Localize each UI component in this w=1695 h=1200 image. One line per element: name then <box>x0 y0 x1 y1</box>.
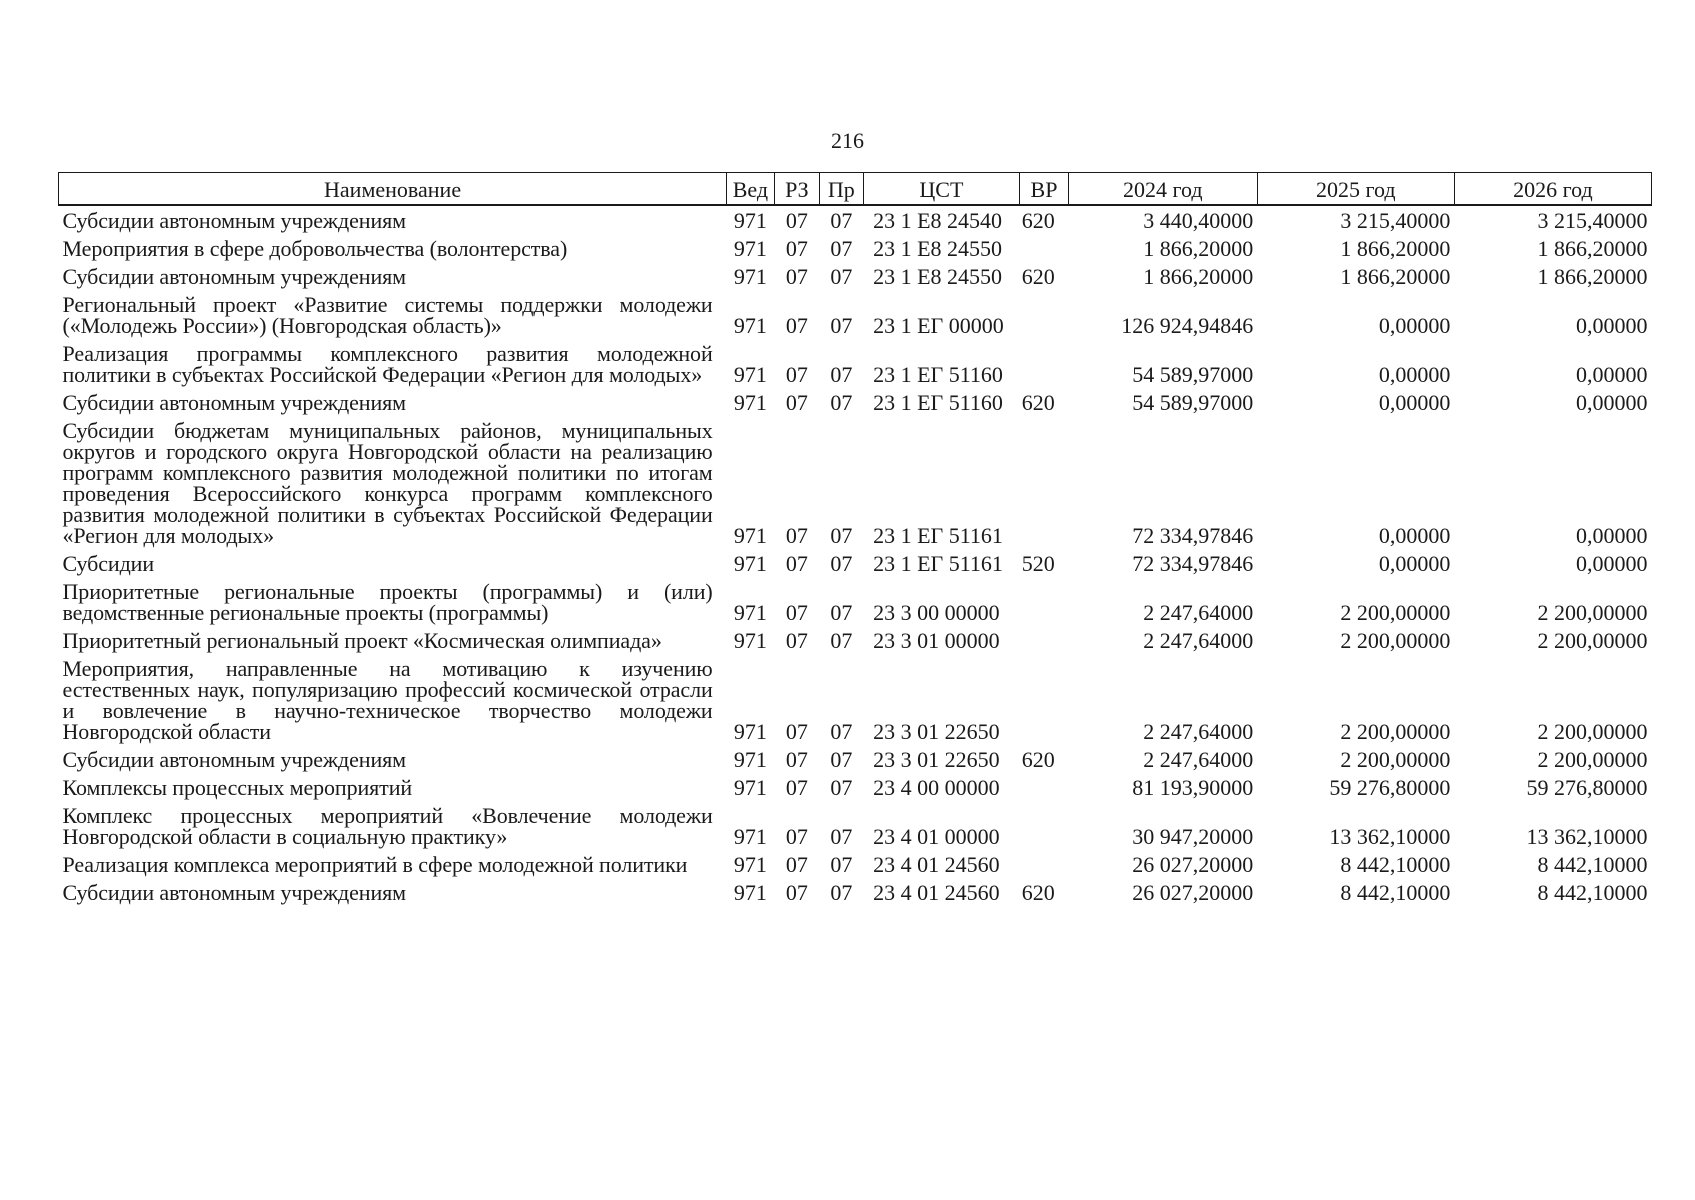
cell-cst: 23 3 01 22650 <box>873 747 1000 772</box>
cell-vr <box>1020 577 1069 626</box>
cell-2025: 1 866,20000 <box>1340 236 1451 261</box>
cell-2025: 13 362,10000 <box>1329 824 1451 849</box>
cell-name: Региональный проект «Развитие системы поддержки молодежи («Молодежь России») (Новгородская область)» <box>62 292 713 338</box>
table-body <box>59 205 1652 906</box>
header-cst: ЦСТ <box>863 173 1020 206</box>
cell-cst: 23 3 01 00000 <box>873 628 1000 653</box>
cell-name: Мероприятия, направленные на мотивацию к изучению естественных наук, популяризацию профессий космической отрасли и вовлечение в научно-техническое творчество молодежи Новгородской области <box>62 656 713 744</box>
cell-pr: 07 <box>830 824 853 849</box>
cell-ved: 971 <box>733 880 767 905</box>
table-row <box>59 878 1652 906</box>
cell-pr: 07 <box>830 880 853 905</box>
cell-name: Субсидии автономным учреждениям <box>62 747 406 772</box>
cell-rz: 07 <box>785 523 808 548</box>
cell-2025: 0,00000 <box>1378 551 1451 576</box>
cell-2025: 2 200,00000 <box>1340 600 1451 625</box>
cell-2025: 0,00000 <box>1378 313 1451 338</box>
cell-name: Субсидии бюджетам муниципальных районов, муниципальных округов и городского округа Новгородской области на реализацию программ комплексного развития молодежной политики по итогам проведения Всероссийского конкурса программ комплексного развития молодежной политики в субъектах Российской Федерации «Регион для молодых» <box>62 418 713 548</box>
cell-name: Реализация программы комплексного развития молодежной политики в субъектах Российской Федерации «Регион для молодых» <box>62 341 713 387</box>
cell-2025: 1 866,20000 <box>1340 264 1451 289</box>
cell-2024: 30 947,20000 <box>1132 824 1254 849</box>
cell-2024: 26 027,20000 <box>1132 852 1254 877</box>
cell-vr <box>1020 654 1069 745</box>
cell-rz: 07 <box>785 390 808 415</box>
cell-2024: 72 334,97846 <box>1132 551 1254 576</box>
cell-ved: 971 <box>733 390 767 415</box>
cell-ved: 971 <box>733 824 767 849</box>
cell-rz: 07 <box>785 208 808 233</box>
cell-2025: 2 200,00000 <box>1340 628 1451 653</box>
header-ved: Вед <box>727 173 775 206</box>
cell-ved: 971 <box>733 719 767 744</box>
cell-2024: 54 589,97000 <box>1132 362 1254 387</box>
cell-vr: 620 <box>1021 208 1055 233</box>
cell-name: Субсидии автономным учреждениям <box>62 208 406 233</box>
cell-name: Приоритетные региональные проекты (программы) и (или) ведомственные региональные проекты (программы) <box>62 579 713 625</box>
cell-cst: 23 1 ЕГ 51161 <box>873 551 1003 576</box>
cell-ved: 971 <box>733 264 767 289</box>
cell-pr: 07 <box>830 236 853 261</box>
cell-cst: 23 3 00 00000 <box>873 600 1000 625</box>
cell-ved: 971 <box>733 775 767 800</box>
cell-cst: 23 1 ЕГ 51160 <box>873 390 1003 415</box>
cell-2025: 59 276,80000 <box>1329 775 1451 800</box>
cell-rz: 07 <box>785 551 808 576</box>
cell-2026: 1 866,20000 <box>1537 264 1648 289</box>
header-vr: ВР <box>1020 173 1069 206</box>
table-header <box>59 173 1652 206</box>
cell-name: Приоритетный региональный проект «Космическая олимпиада» <box>62 628 662 653</box>
cell-2024: 81 193,90000 <box>1132 775 1254 800</box>
table-row <box>59 549 1652 577</box>
table-row <box>59 626 1652 654</box>
header-name: Наименование <box>59 173 727 206</box>
cell-2026: 59 276,80000 <box>1526 775 1648 800</box>
cell-2024: 1 866,20000 <box>1143 236 1254 261</box>
cell-2026: 8 442,10000 <box>1537 852 1648 877</box>
cell-pr: 07 <box>830 264 853 289</box>
cell-2026: 0,00000 <box>1576 313 1648 338</box>
table-row <box>59 290 1652 339</box>
cell-2024: 3 440,40000 <box>1143 208 1254 233</box>
cell-2024: 26 027,20000 <box>1132 880 1254 905</box>
cell-pr: 07 <box>830 551 853 576</box>
cell-name: Реализация комплекса мероприятий в сфере молодежной политики <box>62 852 688 877</box>
cell-cst: 23 1 ЕГ 51161 <box>873 523 1003 548</box>
cell-vr <box>1020 290 1069 339</box>
cell-rz: 07 <box>785 775 808 800</box>
table-row <box>59 234 1652 262</box>
cell-2025: 2 200,00000 <box>1340 747 1451 772</box>
cell-vr <box>1020 626 1069 654</box>
budget-table <box>58 172 1652 906</box>
cell-cst: 23 4 01 24560 <box>873 852 1000 877</box>
cell-ved: 971 <box>733 362 767 387</box>
cell-name: Комплекс процессных мероприятий «Вовлечение молодежи Новгородской области в социальную практику» <box>62 803 713 849</box>
cell-name: Комплексы процессных мероприятий <box>62 775 413 800</box>
cell-cst: 23 3 01 22650 <box>873 719 1000 744</box>
table-row <box>59 654 1652 745</box>
cell-rz: 07 <box>785 852 808 877</box>
cell-2026: 3 215,40000 <box>1537 208 1648 233</box>
cell-vr <box>1020 773 1069 801</box>
header-2024: 2024 год <box>1068 173 1257 206</box>
cell-2026: 0,00000 <box>1576 362 1648 387</box>
cell-name: Субсидии автономным учреждениям <box>62 880 406 905</box>
cell-pr: 07 <box>830 852 853 877</box>
table-row <box>59 577 1652 626</box>
cell-2024: 2 247,64000 <box>1143 719 1254 744</box>
cell-2024: 126 924,94846 <box>1121 313 1254 338</box>
cell-rz: 07 <box>785 824 808 849</box>
table-row <box>59 262 1652 290</box>
cell-2025: 2 200,00000 <box>1340 719 1451 744</box>
cell-cst: 23 4 01 00000 <box>873 824 1000 849</box>
table-row <box>59 205 1652 234</box>
cell-name: Субсидии автономным учреждениям <box>62 264 406 289</box>
cell-name: Субсидии <box>62 551 155 576</box>
cell-rz: 07 <box>785 628 808 653</box>
cell-2026: 0,00000 <box>1576 390 1648 415</box>
table-row <box>59 801 1652 850</box>
cell-rz: 07 <box>785 362 808 387</box>
cell-2025: 0,00000 <box>1378 362 1451 387</box>
page-number: 216 <box>831 128 864 153</box>
cell-vr <box>1020 416 1069 549</box>
cell-cst: 23 1 ЕГ 51160 <box>873 362 1003 387</box>
cell-ved: 971 <box>733 236 767 261</box>
cell-ved: 971 <box>733 600 767 625</box>
cell-vr <box>1020 850 1069 878</box>
header-rz: РЗ <box>774 173 819 206</box>
cell-pr: 07 <box>830 747 853 772</box>
header-2026: 2026 год <box>1454 173 1651 206</box>
cell-rz: 07 <box>785 313 808 338</box>
cell-vr <box>1020 339 1069 388</box>
cell-cst: 23 1 Е8 24550 <box>873 264 1003 289</box>
cell-2025: 8 442,10000 <box>1340 852 1451 877</box>
cell-ved: 971 <box>733 208 767 233</box>
cell-2026: 8 442,10000 <box>1537 880 1648 905</box>
cell-pr: 07 <box>830 775 853 800</box>
cell-vr: 620 <box>1021 880 1055 905</box>
table-row <box>59 745 1652 773</box>
cell-ved: 971 <box>733 747 767 772</box>
cell-ved: 971 <box>733 551 767 576</box>
cell-2025: 3 215,40000 <box>1340 208 1451 233</box>
cell-name: Мероприятия в сфере добровольчества (волонтерства) <box>62 236 568 261</box>
cell-rz: 07 <box>785 600 808 625</box>
cell-vr: 620 <box>1021 747 1055 772</box>
cell-2024: 2 247,64000 <box>1143 628 1254 653</box>
cell-ved: 971 <box>733 628 767 653</box>
cell-2026: 2 200,00000 <box>1537 719 1648 744</box>
cell-ved: 971 <box>733 313 767 338</box>
cell-2026: 2 200,00000 <box>1537 628 1648 653</box>
cell-2024: 2 247,64000 <box>1143 747 1254 772</box>
table-row <box>59 773 1652 801</box>
cell-2025: 8 442,10000 <box>1340 880 1451 905</box>
header-pr: Пр <box>820 173 863 206</box>
cell-vr: 520 <box>1021 551 1055 576</box>
cell-pr: 07 <box>830 208 853 233</box>
cell-2026: 0,00000 <box>1576 523 1648 548</box>
cell-pr: 07 <box>830 390 853 415</box>
cell-pr: 07 <box>830 362 853 387</box>
cell-2025: 0,00000 <box>1378 390 1451 415</box>
cell-2024: 2 247,64000 <box>1143 600 1254 625</box>
cell-name: Субсидии автономным учреждениям <box>62 390 406 415</box>
cell-pr: 07 <box>830 628 853 653</box>
header-row <box>59 173 1652 206</box>
table-row <box>59 388 1652 416</box>
cell-cst: 23 1 Е8 24540 <box>873 208 1003 233</box>
table-row <box>59 416 1652 549</box>
cell-vr: 620 <box>1021 264 1055 289</box>
cell-ved: 971 <box>733 523 767 548</box>
cell-rz: 07 <box>785 719 808 744</box>
cell-vr <box>1020 234 1069 262</box>
cell-vr: 620 <box>1021 390 1055 415</box>
cell-2024: 54 589,97000 <box>1132 390 1254 415</box>
table-row <box>59 850 1652 878</box>
cell-2026: 2 200,00000 <box>1537 600 1648 625</box>
cell-rz: 07 <box>785 880 808 905</box>
cell-pr: 07 <box>830 600 853 625</box>
cell-pr: 07 <box>830 719 853 744</box>
cell-vr <box>1020 801 1069 850</box>
cell-cst: 23 4 01 24560 <box>873 880 1000 905</box>
table-row <box>59 339 1652 388</box>
cell-2025: 0,00000 <box>1378 523 1451 548</box>
cell-cst: 23 1 ЕГ 00000 <box>873 313 1004 338</box>
cell-2026: 13 362,10000 <box>1526 824 1648 849</box>
cell-2026: 0,00000 <box>1576 551 1648 576</box>
cell-cst: 23 1 Е8 24550 <box>873 236 1003 261</box>
cell-pr: 07 <box>830 523 853 548</box>
cell-pr: 07 <box>830 313 853 338</box>
cell-2024: 1 866,20000 <box>1143 264 1254 289</box>
cell-2024: 72 334,97846 <box>1132 523 1254 548</box>
cell-rz: 07 <box>785 747 808 772</box>
cell-2026: 2 200,00000 <box>1537 747 1648 772</box>
header-2025: 2025 год <box>1257 173 1454 206</box>
cell-2026: 1 866,20000 <box>1537 236 1648 261</box>
cell-cst: 23 4 00 00000 <box>873 775 1000 800</box>
cell-rz: 07 <box>785 236 808 261</box>
cell-rz: 07 <box>785 264 808 289</box>
cell-ved: 971 <box>733 852 767 877</box>
